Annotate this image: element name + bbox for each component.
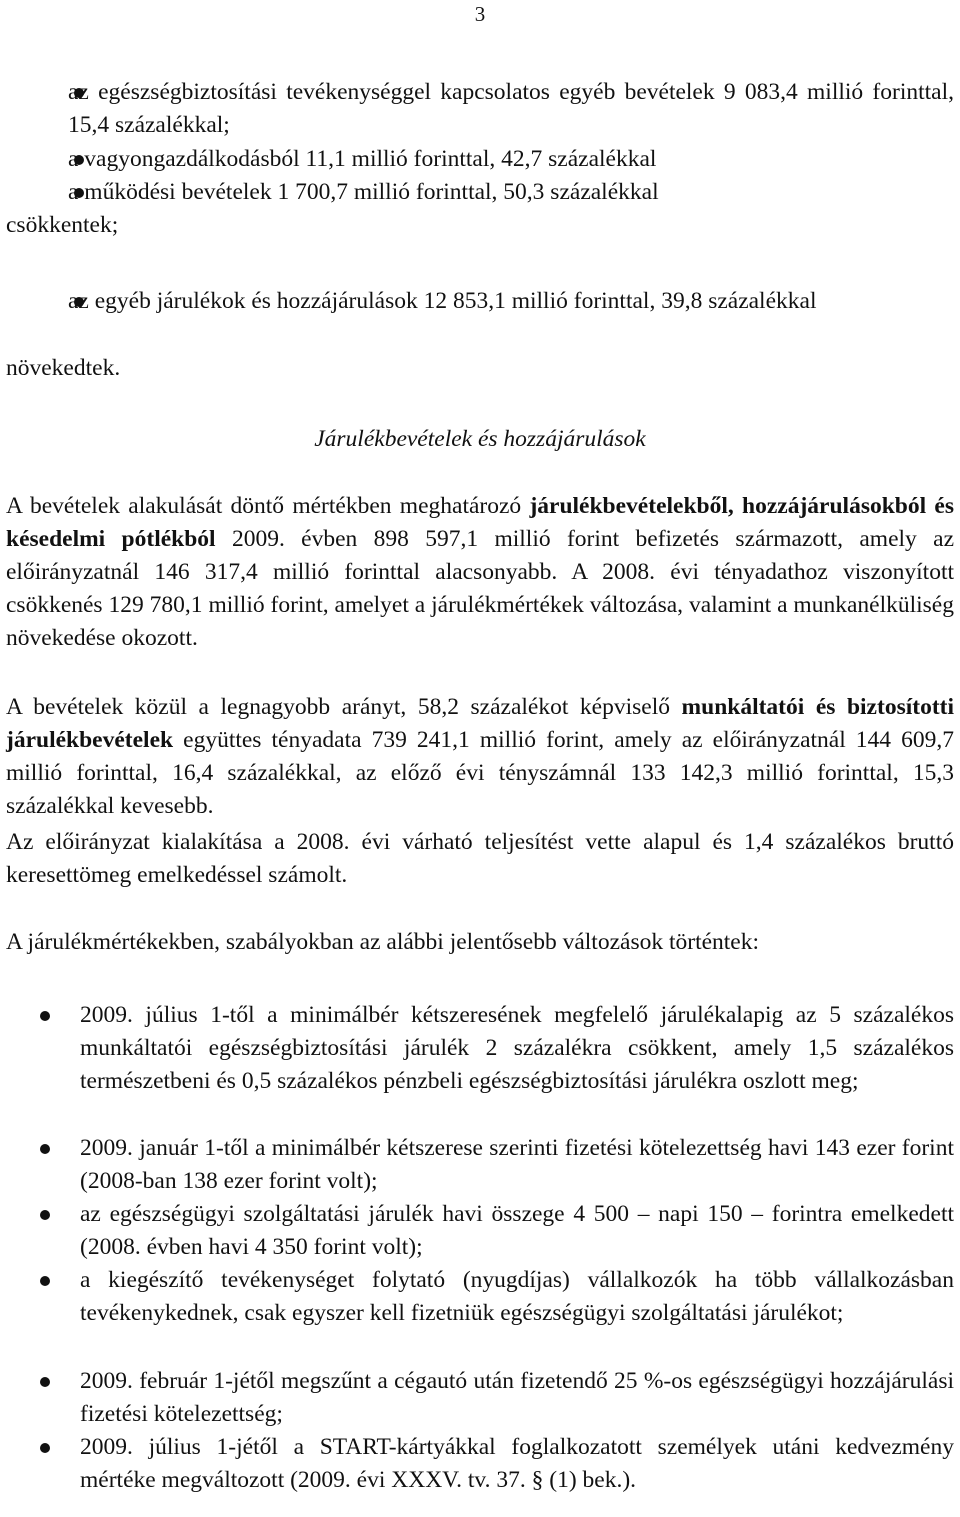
increased-text: növekedtek.	[6, 355, 121, 381]
bullet-icon	[40, 1443, 50, 1453]
list-item: a működési bevételek 1 700,7 millió forinttal, 50,3 százalékkal	[68, 179, 659, 205]
list-item: az egyéb járulékok és hozzájárulások 12 853,1 millió forinttal, 39,8 százalékkal	[68, 288, 817, 314]
bullet-icon	[40, 1011, 50, 1021]
section-heading: Járulékbevételek és hozzájárulások	[314, 426, 646, 452]
list-item: 2009. január 1-től a minimálbér kétszerese szerinti fizetési kötelezettség havi 143 ezer forint (2008-ban 138 ezer forint volt);	[80, 1135, 954, 1194]
paragraph-bold-text: járulékbevételekből, hozzájárulásokból és késedelmi pótlékból	[6, 493, 954, 552]
bullet-icon	[40, 1377, 50, 1387]
paragraph-text: A bevételek közül a legnagyobb arányt, 58,2 százalékot képviselő	[6, 694, 682, 720]
page-number: 3	[474, 2, 486, 26]
paragraph-3: Az előirányzat kialakítása a 2008. évi várható teljesítést vette alapul és 1,4 százalékos bruttó keresettömeg emelkedéssel számolt.	[6, 829, 954, 888]
paragraph-1	[6, 490, 954, 655]
paragraph-text: együttes tényadata 739 241,1 millió forint, amely az előirányzatnál 144 609,7 millió forinttal, 16,4 százalékkal, az előző évi tényszámnál 133 142,3 millió forinttal, 15,3 százalékkal kevesebb.	[6, 727, 954, 819]
bullet-icon	[40, 1276, 50, 1286]
bullet-icon	[40, 1144, 50, 1154]
list-item: 2009. július 1-től a minimálbér kétszeresének megfelelő járulékalapig az 5 százalékos munkáltatói egészségbiztosítási járulék 2 százalékra csökkent, amely 1,5 százalékos természetbeni és 0,5 százalékos pénzbeli egészségbiztosítási járulékra oszlott meg;	[80, 1002, 954, 1094]
paragraph-text: A bevételek alakulását döntő mértékben meghatározó	[6, 493, 530, 519]
paragraph-text: 2009. évben 898 597,1 millió forint befizetés származott, amely az előirányzatnál 146 317,4 millió forinttal alacsonyabb. A 2008. évi tényadathoz viszonyított csökkenés 129 780,1 millió forint, amelyet a járulékmértékek változása, valamint a munkanélküliség növekedése okozott.	[6, 526, 955, 651]
list-item: 2009. július 1-jétől a START-kártyákkal foglalkozatott személyek utáni kedvezmény mértéke megváltozott (2009. évi XXXV. tv. 37. § (1) bek.).	[80, 1434, 954, 1493]
list-item: az egészségbiztosítási tevékenységgel kapcsolatos egyéb bevételek 9 083,4 millió forinttal, 15,4 százalékkal;	[68, 79, 954, 138]
list-item: a kiegészítő tevékenységet folytató (nyugdíjas) vállalkozók ha több vállalkozásban tevékenykednek, csak egyszer kell fizetniük egészségügyi szolgáltatási járulékot;	[80, 1267, 954, 1326]
list-item: az egészségügyi szolgáltatási járulék havi összege 4 500 – napi 150 – forintra emelkedett (2008. évben havi 4 350 forint volt);	[80, 1201, 954, 1260]
list-item: 2009. február 1-jétől megszűnt a cégautó után fizetendő 25 %-os egészségügyi hozzájárulási fizetési kötelezettség;	[80, 1368, 954, 1427]
list-item: a vagyongazdálkodásból 11,1 millió forinttal, 42,7 százalékkal	[68, 146, 657, 172]
paragraph-bold-text: munkáltatói és biztosítotti járulékbevételek	[6, 694, 954, 753]
bullet-icon	[40, 1210, 50, 1220]
changes-intro: A járulékmértékekben, szabályokban az alábbi jelentősebb változások történtek:	[6, 929, 760, 955]
paragraph-2	[6, 691, 954, 823]
decreased-text: csökkentek;	[6, 212, 119, 238]
